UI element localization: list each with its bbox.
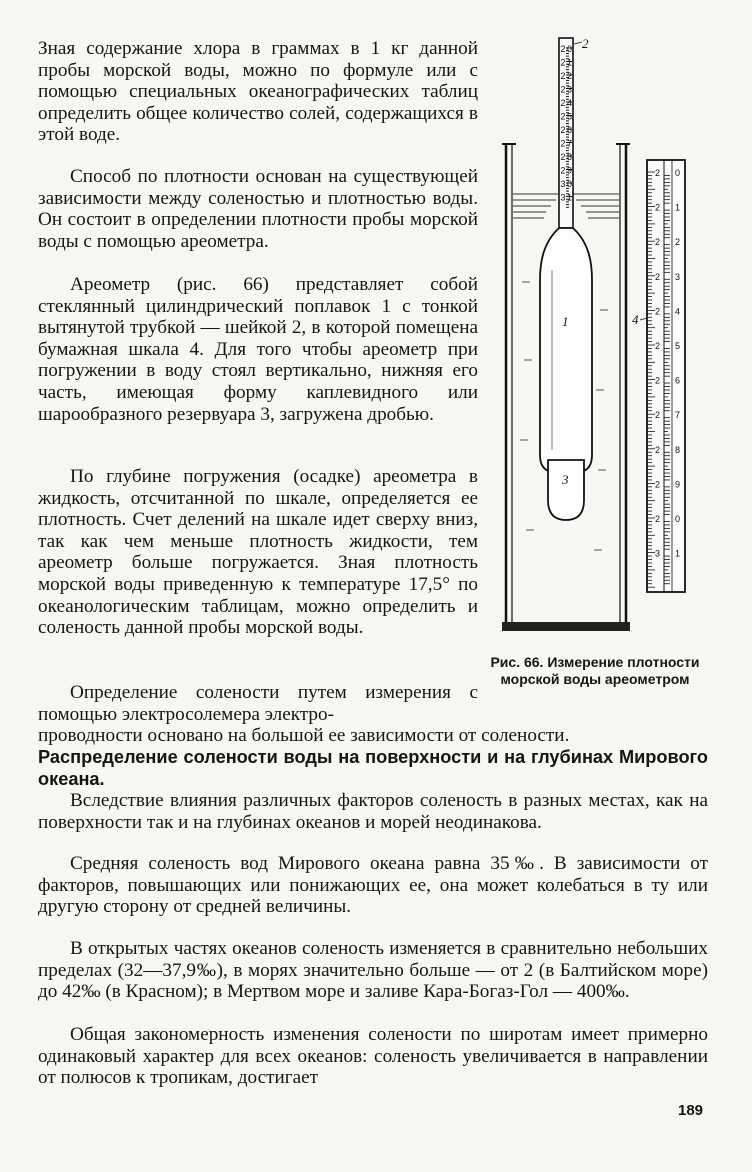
- scale-label: 4: [632, 312, 639, 327]
- big-scale-digit: 2: [655, 479, 661, 490]
- neck-scale-digit: 3: [560, 192, 566, 203]
- neck-scale-digit: 2: [567, 71, 573, 81]
- neck-scale-digit: 1: [567, 57, 573, 68]
- big-scale-digit: 7: [675, 410, 681, 421]
- big-scale-digit: 0: [675, 514, 681, 524]
- paragraph-factors: Вследствие влияния различных факторов соленость в разных местах, как на поверхности так и на глубинах океанов и морей неодинакова.: [38, 790, 708, 833]
- neck-scale-digit: 2: [560, 138, 566, 149]
- neck-scale-digit: 2: [560, 71, 566, 81]
- neck-scale-digit: 8: [567, 152, 573, 162]
- neck-scale-digit: 1: [567, 192, 573, 203]
- areometer-neck: [559, 38, 573, 228]
- paragraph-density-method: Способ по плотности основан на существующей зависимости между соленостью и плотностью воды. Он состоит в определении плотности пробы морской воды с помощью ареометра.: [38, 166, 478, 252]
- neck-scale-digit: 0: [567, 44, 573, 54]
- big-scale-digit: 1: [675, 548, 681, 559]
- big-scale-digit: 2: [655, 306, 661, 317]
- big-scale-digit: 6: [675, 375, 681, 386]
- neck-scale-digit: 2: [560, 84, 566, 95]
- neck-scale-digit: 2: [560, 152, 566, 162]
- big-scale-digit: 2: [655, 410, 661, 421]
- areometer-float: [540, 228, 592, 472]
- big-scale-digit: 5: [675, 341, 681, 351]
- neck-scale-digit: 9: [567, 165, 573, 176]
- paragraph-chlorine: Зная содержание хлора в граммах в 1 кг данной пробы морской воды, можно по формуле или с помощью специальных океанографических таблиц определить общее количество солей, содержащихся в этой воде.: [38, 38, 478, 146]
- neck-label: 2: [582, 36, 589, 51]
- float-label: 1: [562, 314, 569, 329]
- paper-scale-enlarged: [647, 160, 685, 592]
- neck-scale-digit: 2: [560, 111, 566, 122]
- neck-scale-digit: 3: [567, 84, 573, 95]
- neck-scale-digit: 7: [567, 138, 573, 149]
- figure-caption: Рис. 66. Измерение плотности морской воды ареометром: [490, 654, 700, 687]
- paragraph-latitude-pattern: Общая закономерность изменения солености по широтам имеет примерно одинаковый характер для всех океанов: соленость увеличивается в направлении от полюсов к тропикам, достигает: [38, 1024, 708, 1089]
- big-scale-digit: 2: [655, 237, 661, 248]
- paragraph-average-salinity: Средняя соленость вод Мирового океана равна 35‰. В зависимости от факторов, повышающих или понижающих ее, она может колебаться в ту или другую сторону от средней величины.: [38, 853, 708, 918]
- reservoir-label: 3: [562, 472, 569, 487]
- big-scale-digit: 0: [675, 168, 681, 178]
- areometer-figure: [496, 30, 706, 650]
- big-scale-digit: 1: [675, 202, 681, 213]
- big-scale-digit: 9: [675, 479, 681, 490]
- paragraph-immersion-depth: По глубине погружения (осадке) ареометра в жидкость, отсчитанной по шкале, определяется ее плотность. Счет делений на шкале идет сверху вниз, так как чем меньше плотность жидкости, тем ареометр больше погружается. Зная плотность морской воды приведенную к температуре 17,5° по океанологическим таблицам, можно определить и соленость данной пробы морской воды.: [38, 466, 478, 639]
- section-heading: Распределение солености воды на поверхности и на глубинах Мирового океана.: [38, 747, 708, 789]
- areometer-reservoir: [548, 460, 584, 520]
- paragraph-electrosalinometer: Определение солености путем измерения с помощью электросолемера электро-: [38, 682, 478, 725]
- big-scale-digit: 4: [675, 306, 681, 317]
- paragraph-open-ocean: В открытых частях океанов соленость изменяется в сравнительно небольших пределах (32—37,9‰), в морях значительно больше — от 2 (в Балтийском море) до 42‰ (в Красном); в Мертвом море и заливе Кара-Богаз-Гол — 400‰.: [38, 938, 708, 1003]
- big-scale-digit: 2: [655, 341, 661, 351]
- neck-scale-digit: 2: [560, 125, 566, 135]
- neck-scale-digit: 2: [560, 57, 566, 68]
- big-scale-digit: 3: [655, 548, 661, 559]
- big-scale-digit: 2: [655, 271, 661, 282]
- neck-scale-digit: 2: [560, 44, 566, 54]
- neck-scale-digit: 5: [567, 111, 573, 122]
- neck-scale-digit: 3: [560, 179, 566, 189]
- neck-scale-digit: 6: [567, 125, 573, 135]
- paragraph-electrosalinometer-cont: проводности основано на большой ее зависимости от солености.: [38, 725, 570, 746]
- page-number: 189: [678, 1102, 704, 1119]
- paragraph-areometer: Ареометр (рис. 66) представляет собой стеклянный цилиндрический поплавок 1 с тонкой вытянутой трубкой — шейкой 2, в которой помещена бумажная шкала 4. Для того чтобы ареометр при погружении в воду стоял вертикально, нижняя его часть, имеющая форму каплевидного или шарообразного резервуара 3, загружена дробью.: [38, 274, 478, 425]
- big-scale-digit: 2: [655, 514, 661, 524]
- neck-scale-digit: 2: [560, 165, 566, 176]
- big-scale-digit: 8: [675, 444, 681, 455]
- neck-scale-digit: 0: [567, 179, 573, 189]
- big-scale-digit: 2: [655, 375, 661, 386]
- neck-scale-digit: 2: [560, 98, 566, 108]
- big-scale-digit: 2: [675, 237, 681, 248]
- big-scale-digit: 3: [675, 271, 681, 282]
- big-scale-digit: 2: [655, 444, 661, 455]
- big-scale-digit: 2: [655, 202, 661, 213]
- neck-scale-digit: 4: [567, 98, 573, 108]
- big-scale-digit: 2: [655, 168, 661, 178]
